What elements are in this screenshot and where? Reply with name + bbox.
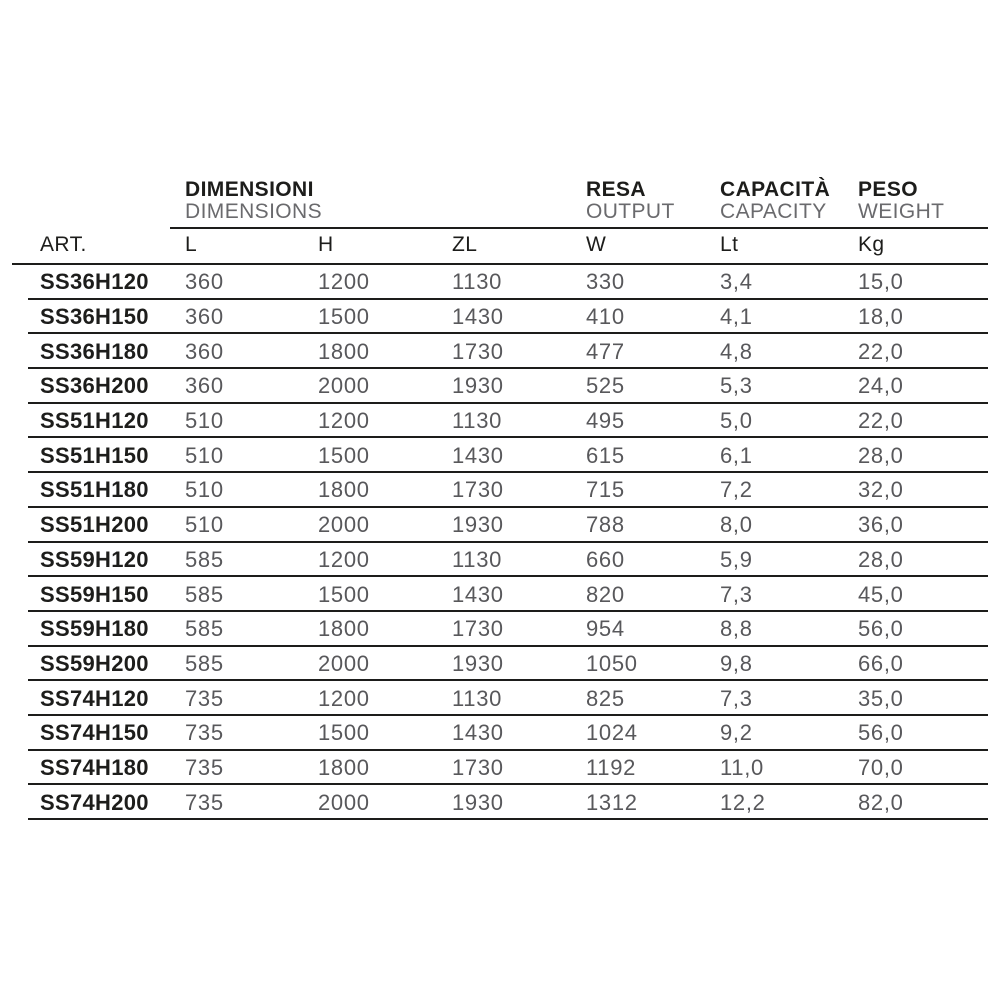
cell-value: 56,0 bbox=[858, 720, 904, 746]
table-row bbox=[12, 300, 988, 335]
table-row bbox=[12, 751, 988, 786]
cell-value: 1730 bbox=[452, 616, 504, 642]
table-group-header-row bbox=[12, 178, 988, 223]
cell-value: 735 bbox=[185, 685, 224, 711]
col-group-weight bbox=[858, 178, 988, 223]
cell-value: 5,9 bbox=[720, 546, 753, 572]
cell-value: 510 bbox=[185, 408, 224, 434]
cell-value: 32,0 bbox=[858, 477, 904, 503]
cell-value: 360 bbox=[185, 269, 224, 295]
cell-value: 70,0 bbox=[858, 754, 904, 780]
cell-value: 12,2 bbox=[720, 789, 766, 815]
cell-value: 11,0 bbox=[720, 754, 764, 780]
cell-value: 1800 bbox=[318, 616, 370, 642]
cell-value: 1930 bbox=[452, 373, 504, 399]
table-row bbox=[12, 647, 988, 682]
group-subtitle-weight: WEIGHT bbox=[858, 200, 945, 223]
cell-value: 525 bbox=[586, 373, 625, 399]
cell-value: 585 bbox=[185, 650, 224, 676]
header-l: L bbox=[185, 233, 198, 256]
cell-value: 360 bbox=[185, 373, 224, 399]
table-row bbox=[12, 577, 988, 612]
cell-value: 1130 bbox=[452, 546, 503, 572]
table-unit-header-row bbox=[12, 229, 988, 261]
cell-art: SS59H200 bbox=[40, 650, 149, 676]
cell-art: SS74H180 bbox=[40, 754, 149, 780]
cell-value: 1200 bbox=[318, 685, 370, 711]
cell-value: 7,3 bbox=[720, 685, 753, 711]
cell-value: 1730 bbox=[452, 754, 504, 780]
spec-table bbox=[12, 178, 988, 820]
cell-value: 1500 bbox=[318, 442, 370, 468]
group-title-dimensioni: DIMENSIONI bbox=[185, 178, 314, 201]
header-zl: ZL bbox=[452, 233, 478, 256]
cell-value: 1050 bbox=[586, 650, 638, 676]
col-group-dimensions bbox=[185, 178, 586, 223]
group-title-resa: RESA bbox=[586, 178, 646, 201]
cell-value: 1800 bbox=[318, 754, 370, 780]
cell-art: SS59H150 bbox=[40, 581, 149, 607]
cell-value: 1024 bbox=[586, 720, 638, 746]
cell-value: 1800 bbox=[318, 477, 370, 503]
table-row bbox=[12, 473, 988, 508]
table-row bbox=[12, 612, 988, 647]
cell-value: 8,0 bbox=[720, 512, 753, 538]
cell-value: 954 bbox=[586, 616, 625, 642]
header-h: H bbox=[318, 233, 334, 256]
group-subtitle-output: OUTPUT bbox=[586, 200, 675, 223]
cell-value: 495 bbox=[586, 408, 625, 434]
cell-value: 1500 bbox=[318, 720, 370, 746]
cell-value: 5,3 bbox=[720, 373, 753, 399]
cell-value: 735 bbox=[185, 754, 224, 780]
cell-art: SS36H180 bbox=[40, 338, 149, 364]
col-group-output bbox=[586, 178, 720, 223]
cell-value: 1730 bbox=[452, 477, 504, 503]
cell-value: 1430 bbox=[452, 442, 504, 468]
cell-value: 7,3 bbox=[720, 581, 753, 607]
table-row bbox=[12, 265, 988, 300]
cell-value: 2000 bbox=[318, 512, 370, 538]
table-row bbox=[12, 681, 988, 716]
cell-value: 5,0 bbox=[720, 408, 753, 434]
cell-value: 2000 bbox=[318, 373, 370, 399]
cell-art: SS74H150 bbox=[40, 720, 149, 746]
cell-art: SS36H150 bbox=[40, 304, 149, 330]
cell-value: 2000 bbox=[318, 650, 370, 676]
cell-value: 1500 bbox=[318, 581, 370, 607]
cell-art: SS36H200 bbox=[40, 373, 149, 399]
cell-value: 410 bbox=[586, 304, 625, 330]
table-row bbox=[12, 716, 988, 751]
cell-value: 1200 bbox=[318, 546, 370, 572]
cell-value: 1930 bbox=[452, 789, 504, 815]
cell-value: 4,1 bbox=[720, 304, 753, 330]
cell-value: 735 bbox=[185, 720, 224, 746]
cell-value: 28,0 bbox=[858, 442, 904, 468]
group-title-peso: PESO bbox=[858, 178, 918, 201]
cell-art: SS59H180 bbox=[40, 616, 149, 642]
table-row bbox=[12, 543, 988, 578]
cell-value: 1130 bbox=[452, 269, 503, 295]
cell-value: 1312 bbox=[586, 789, 638, 815]
cell-value: 35,0 bbox=[858, 685, 904, 711]
cell-value: 330 bbox=[586, 269, 625, 295]
cell-value: 15,0 bbox=[858, 269, 904, 295]
cell-value: 22,0 bbox=[858, 408, 904, 434]
cell-art: SS36H120 bbox=[40, 269, 149, 295]
cell-art: SS74H120 bbox=[40, 685, 149, 711]
cell-value: 1200 bbox=[318, 408, 370, 434]
cell-value: 28,0 bbox=[858, 546, 904, 572]
cell-value: 1930 bbox=[452, 650, 504, 676]
cell-art: SS74H200 bbox=[40, 789, 149, 815]
table-row bbox=[12, 785, 988, 820]
cell-value: 510 bbox=[185, 512, 224, 538]
cell-value: 1430 bbox=[452, 720, 504, 746]
cell-value: 1800 bbox=[318, 338, 370, 364]
cell-value: 1930 bbox=[452, 512, 504, 538]
cell-art: SS51H120 bbox=[40, 408, 149, 434]
cell-art: SS51H180 bbox=[40, 477, 149, 503]
cell-value: 9,8 bbox=[720, 650, 753, 676]
cell-value: 1430 bbox=[452, 581, 504, 607]
cell-art: SS51H200 bbox=[40, 512, 149, 538]
header-art: ART. bbox=[40, 233, 87, 256]
cell-value: 585 bbox=[185, 581, 224, 607]
cell-value: 360 bbox=[185, 338, 224, 364]
cell-art: SS59H120 bbox=[40, 546, 149, 572]
cell-value: 36,0 bbox=[858, 512, 904, 538]
col-group-capacity bbox=[720, 178, 858, 223]
cell-value: 9,2 bbox=[720, 720, 753, 746]
header-w: W bbox=[586, 233, 607, 256]
cell-value: 18,0 bbox=[858, 304, 904, 330]
cell-value: 8,8 bbox=[720, 616, 753, 642]
table-row bbox=[12, 369, 988, 404]
cell-value: 660 bbox=[586, 546, 625, 572]
cell-value: 1192 bbox=[586, 754, 637, 780]
cell-value: 585 bbox=[185, 616, 224, 642]
group-subtitle-capacity: CAPACITY bbox=[720, 200, 827, 223]
cell-value: 1500 bbox=[318, 304, 370, 330]
cell-value: 735 bbox=[185, 789, 224, 815]
cell-art: SS51H150 bbox=[40, 442, 149, 468]
group-subtitle-dimensions: DIMENSIONS bbox=[185, 200, 323, 223]
cell-value: 715 bbox=[586, 477, 625, 503]
cell-value: 82,0 bbox=[858, 789, 904, 815]
cell-value: 585 bbox=[185, 546, 224, 572]
cell-value: 1730 bbox=[452, 338, 504, 364]
cell-value: 1130 bbox=[452, 685, 503, 711]
cell-value: 56,0 bbox=[858, 616, 904, 642]
cell-value: 22,0 bbox=[858, 338, 904, 364]
cell-value: 360 bbox=[185, 304, 224, 330]
group-title-capacita: CAPACITÀ bbox=[720, 178, 831, 201]
cell-value: 510 bbox=[185, 442, 224, 468]
cell-value: 7,2 bbox=[720, 477, 753, 503]
cell-value: 66,0 bbox=[858, 650, 904, 676]
cell-value: 820 bbox=[586, 581, 625, 607]
cell-value: 788 bbox=[586, 512, 625, 538]
cell-value: 2000 bbox=[318, 789, 370, 815]
header-kg: Kg bbox=[858, 233, 885, 256]
cell-value: 24,0 bbox=[858, 373, 904, 399]
table-row bbox=[12, 404, 988, 439]
cell-value: 510 bbox=[185, 477, 224, 503]
cell-value: 1430 bbox=[452, 304, 504, 330]
table-body bbox=[12, 265, 988, 820]
cell-value: 3,4 bbox=[720, 269, 753, 295]
header-lt: Lt bbox=[720, 233, 739, 256]
cell-value: 6,1 bbox=[720, 442, 753, 468]
cell-value: 1130 bbox=[452, 408, 503, 434]
cell-value: 615 bbox=[586, 442, 625, 468]
table-row bbox=[12, 438, 988, 473]
cell-value: 825 bbox=[586, 685, 625, 711]
table-row bbox=[12, 508, 988, 543]
cell-value: 1200 bbox=[318, 269, 370, 295]
cell-value: 4,8 bbox=[720, 338, 753, 364]
cell-value: 477 bbox=[586, 338, 625, 364]
table-row bbox=[12, 334, 988, 369]
cell-value: 45,0 bbox=[858, 581, 904, 607]
